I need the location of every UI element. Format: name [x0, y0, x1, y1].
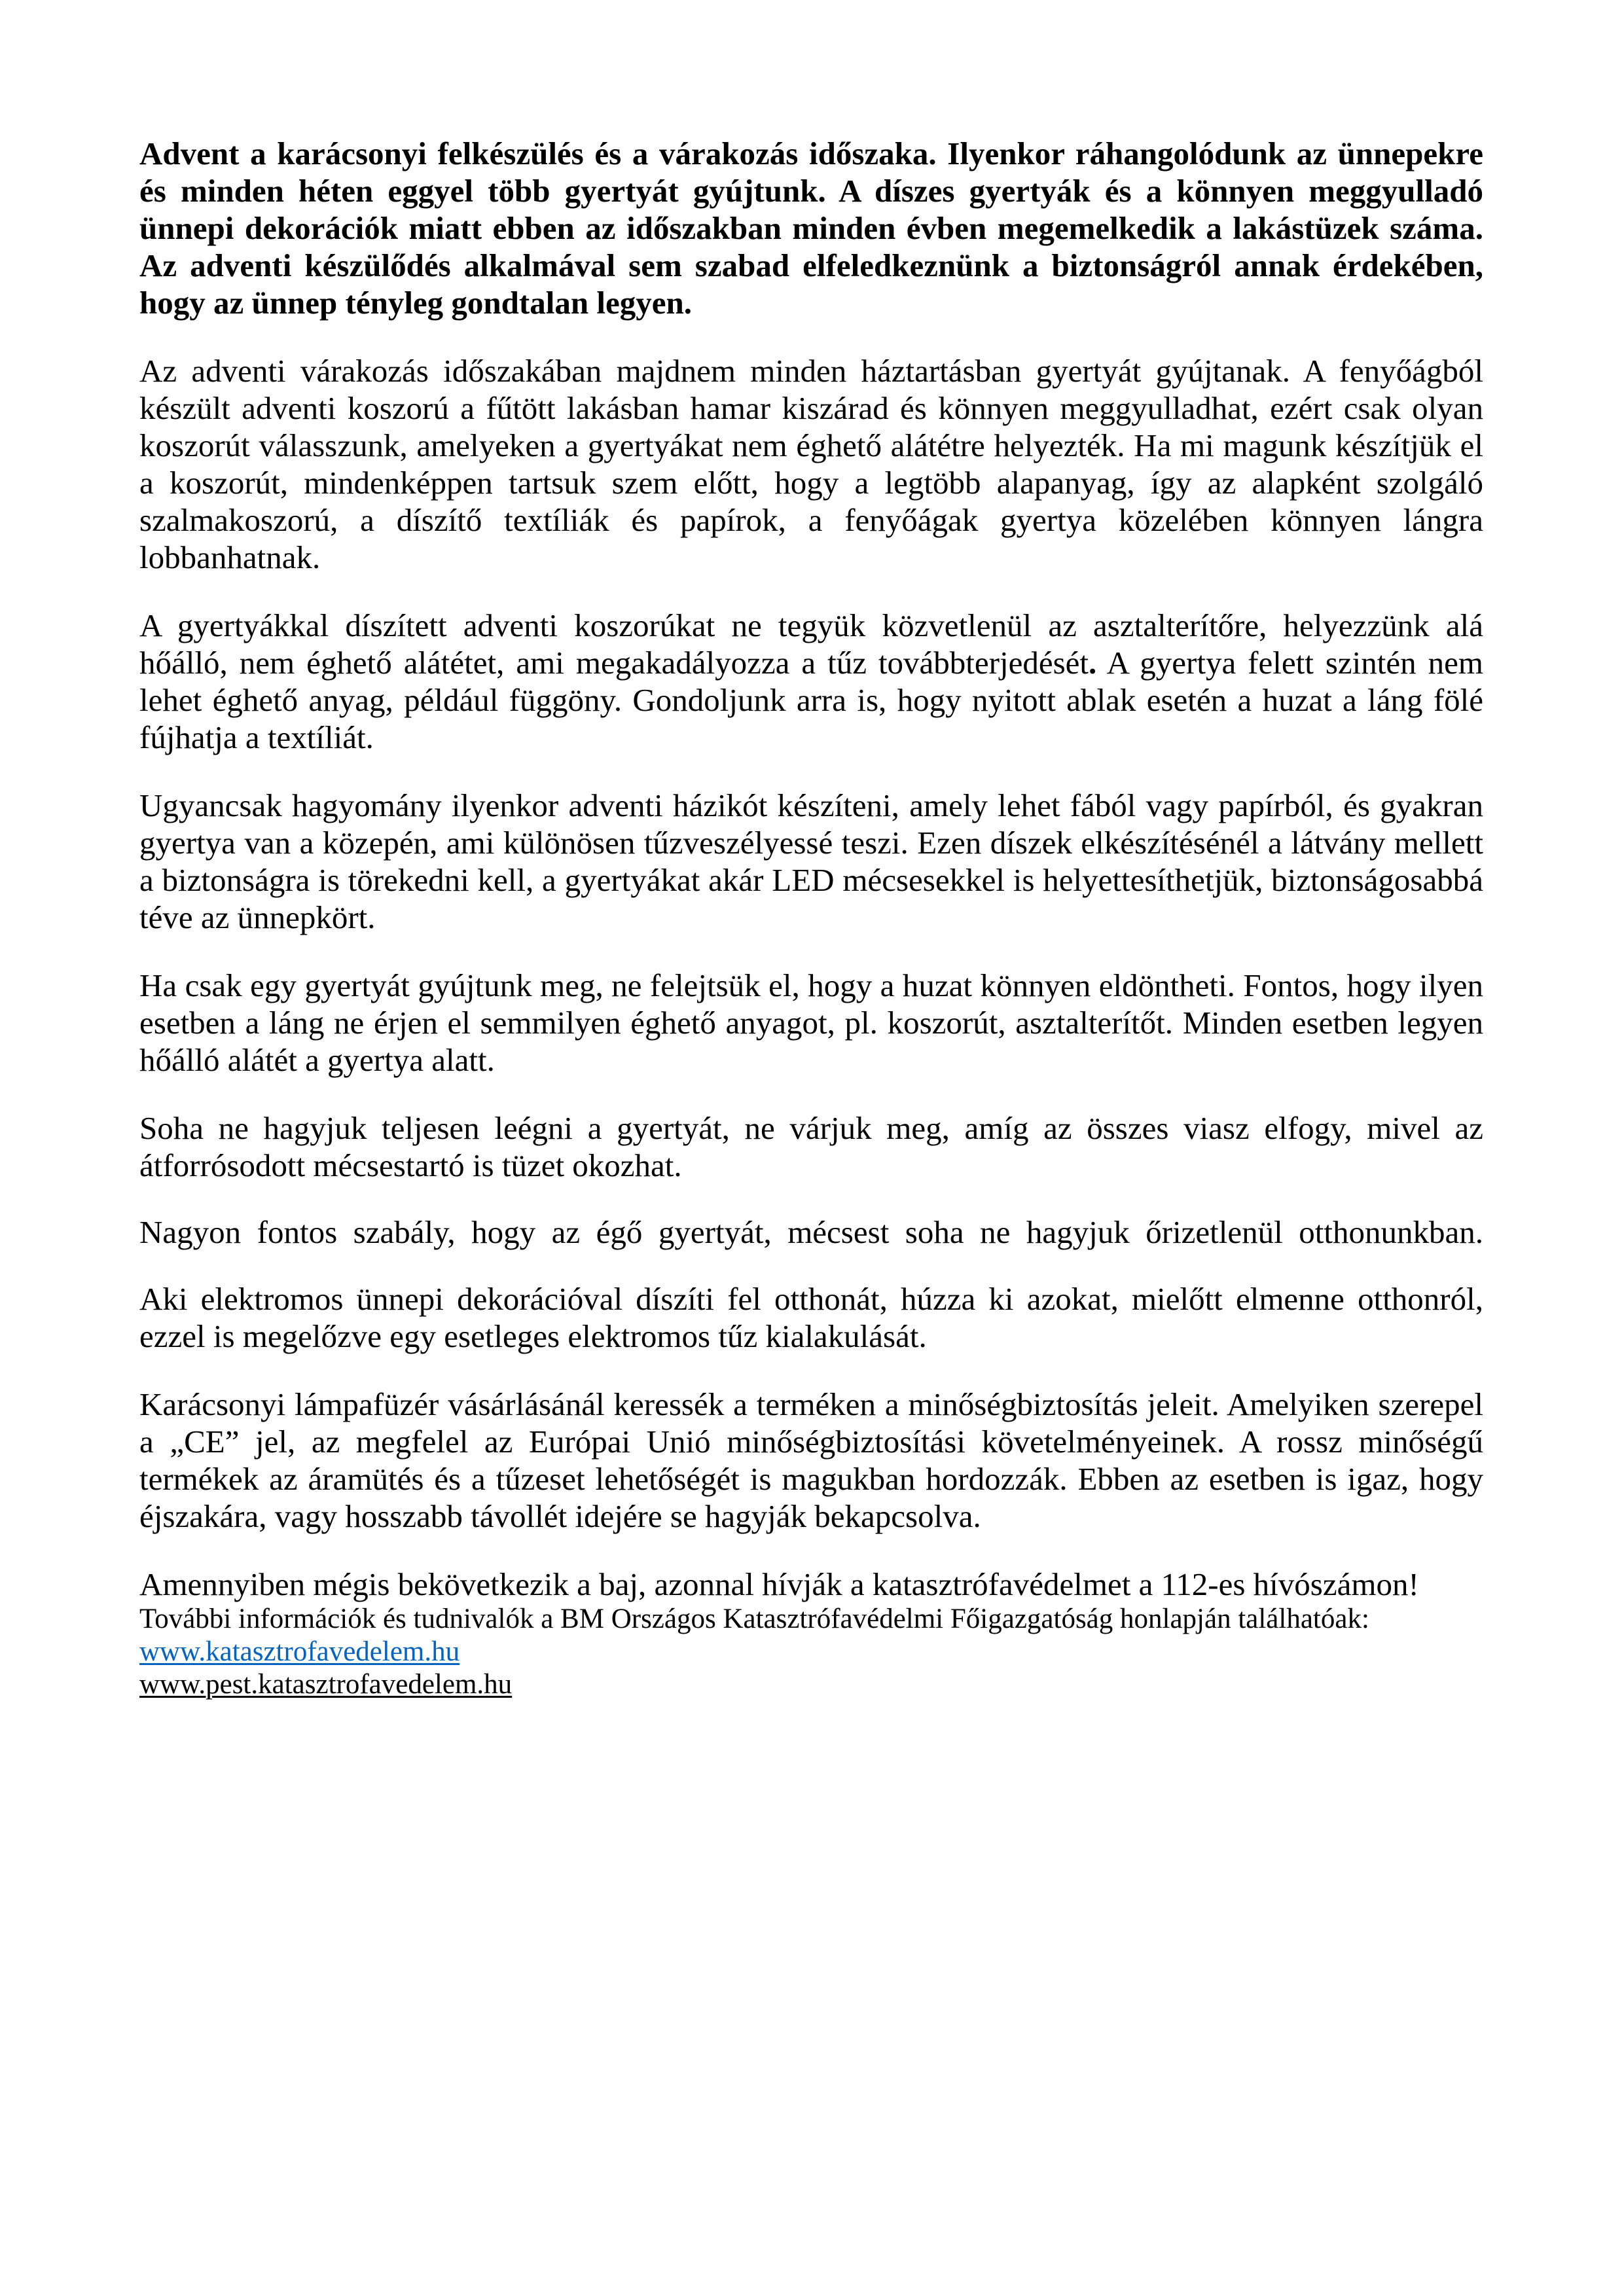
advent-house-paragraph: Ugyancsak hagyomány ilyenkor adventi házikót készíteni, amely lehet fából vagy papírból, és gyakran gyertya van a közepén, ami különösen tűzveszélyessé teszi. Ezen díszek elkészítésénél a látvány mellett a biztonságra is törekedni kell, a gyertyákat akár LED mécsesekkel is helyettesíthetjük, biztonságosabbá téve az ünnepkört. — [139, 787, 1483, 935]
placement-text-start: A gyertyákkal díszített adventi koszorúkat ne tegyük közvetlenül az asztalterítőre, helyezzünk alá hőálló, nem éghető alátétet, ami megakadályozza a tűz továbbterjedését — [139, 607, 1483, 681]
light-string-paragraph: Karácsonyi lámpafüzér vásárlásánál keressék a terméken a minőségbiztosítás jeleit. Amelyiken szerepel a „CE” jel, az megfelel az Európai Unió minőségbiztosítási követelményeinek. A rossz minőségű termékek az áramütés és a tűzeset lehetőségét is magukban hordozzák. Ebben az esetben is igaz, hogy éjszakára, vagy hosszabb távollét idejére se hagyják bekapcsolva. — [139, 1386, 1483, 1534]
document-page — [139, 135, 1483, 1701]
burn-down-paragraph: Soha ne hagyjuk teljesen leégni a gyertyát, ne várjuk meg, amíg az összes viasz elfogy, mivel az átforrósodott mécsestartó is tüzet okozhat. — [139, 1110, 1483, 1183]
further-info-text: További információk és tudnivalók a BM Országos Katasztrófavédelmi Főigazgatóság honlapján találhatóak: — [139, 1604, 1369, 1634]
wreath-safety-paragraph: Az adventi várakozás időszakában majdnem minden háztartásban gyertyát gyújtanak. A fenyőágból készült adventi koszorú a fűtött lakásban hamar kiszárad és könnyen meggyulladhat, ezért csak olyan koszorút válasszunk, amelyeken a gyertyákat nem éghető alátétre helyezték. Ha mi magunk készítjük el a koszorút, mindenképpen tartsuk szem előtt, hogy a legtöbb alapanyag, így az alapként szolgáló szalmakoszorú, a díszítő textíliák és papírok, a fenyőágak gyertya közelében könnyen lángra lobbanhatnak. — [139, 353, 1483, 575]
placement-bold-period: . — [1089, 645, 1097, 681]
single-candle-paragraph: Ha csak egy gyertyát gyújtunk meg, ne felejtsük el, hogy a huzat könnyen eldöntheti. Fontos, hogy ilyen esetben a láng ne érjen el semmilyen éghető anyagot, pl. koszorút, asztalterítőt. Minden esetben legyen hőálló alátét a gyertya alatt. — [139, 967, 1483, 1078]
wreath-placement-paragraph — [139, 607, 1483, 756]
unattended-candle-paragraph: Nagyon fontos szabály, hogy az égő gyertyát, mécsest soha ne hagyjuk őrizetlenül otthonunkban. — [139, 1214, 1483, 1250]
link-row-pest — [139, 1668, 1483, 1701]
emergency-call-paragraph: Amennyiben mégis bekövetkezik a baj, azonnal hívják a katasztrófavédelmet a 112-es hívószámon! — [139, 1566, 1419, 1602]
pest-katasztrofavedelem-link[interactable]: www.pest.katasztrofavedelem.hu — [139, 1669, 513, 1700]
placement-text-end: A gyertya felett szintén nem lehet éghető anyag, például függöny. Gondoljunk arra is, hogy nyitott ablak esetén a huzat a láng fölé fújhatja a textíliát. — [139, 645, 1483, 755]
electric-decoration-paragraph: Aki elektromos ünnepi dekorációval díszíti fel otthonát, húzza ki azokat, mielőtt elmenne otthonról, ezzel is megelőzve egy esetleges elektromos tűz kialakulását. — [139, 1281, 1483, 1354]
intro-paragraph: Advent a karácsonyi felkészülés és a várakozás időszaka. Ilyenkor ráhangolódunk az ünnepekre és minden héten eggyel több gyertyát gyújtunk. A díszes gyertyák és a könnyen meggyulladó ünnepi dekorációk miatt ebben az időszakban minden évben megemelkedik a lakástüzek száma. Az adventi készülődés alkalmával sem szabad elfeledkeznünk a biztonságról annak érdekében, hogy az ünnep tényleg gondtalan legyen. — [139, 135, 1483, 321]
link-row-national — [139, 1636, 1483, 1668]
katasztrofavedelem-link[interactable]: www.katasztrofavedelem.hu — [139, 1636, 460, 1667]
